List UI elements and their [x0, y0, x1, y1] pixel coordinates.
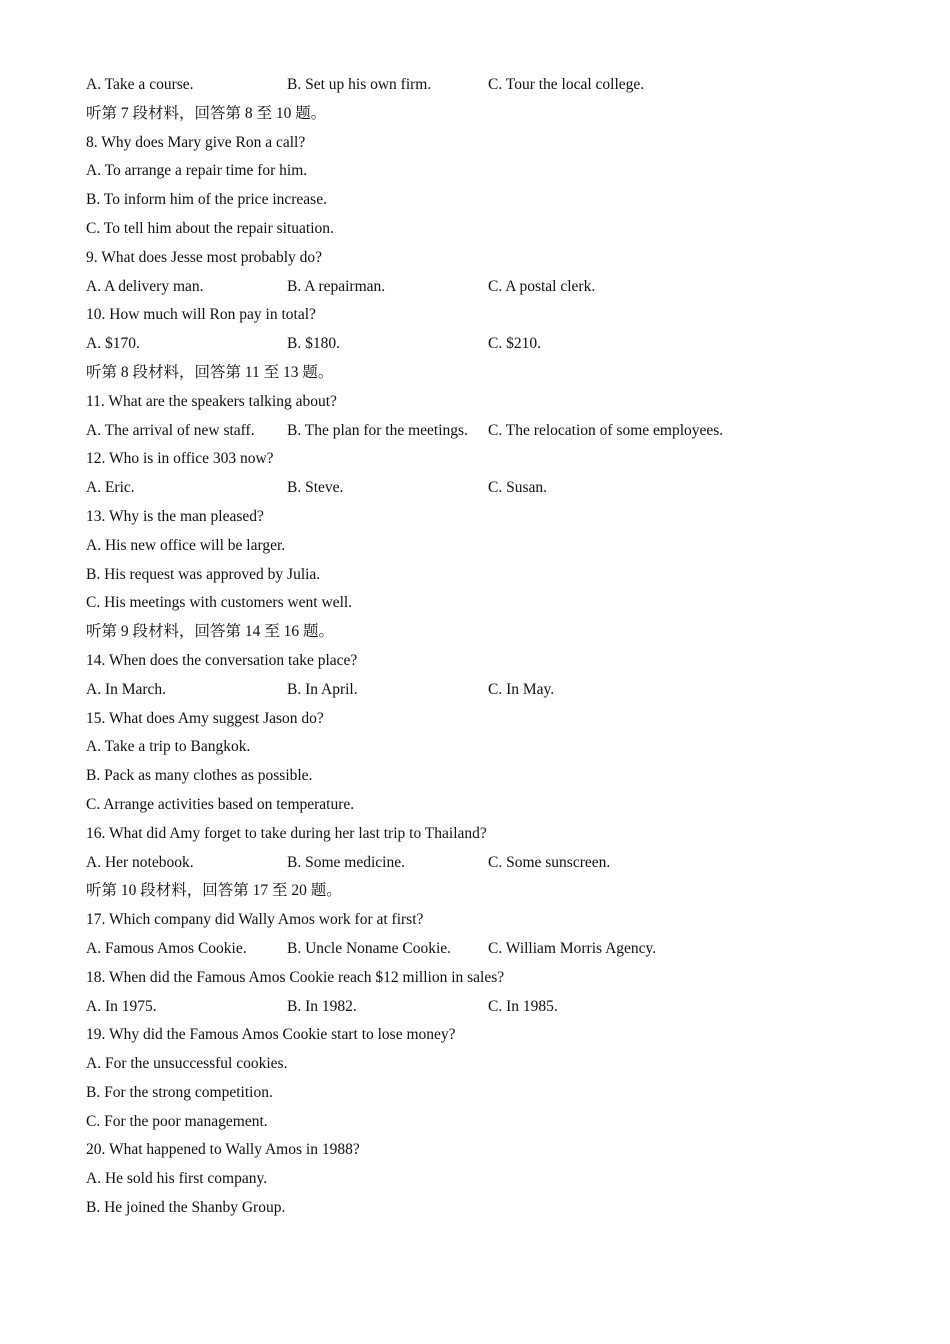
option-a: A. Her notebook.: [86, 853, 194, 871]
option-row: [86, 676, 906, 705]
option-b: B. In 1982.: [287, 997, 357, 1015]
option-a: A. The arrival of new staff.: [86, 421, 255, 439]
question-text: 16. What did Amy forget to take during her last trip to Thailand?: [86, 824, 487, 842]
section-heading: 听第 8 段材料，回答第 11 至 13 题。: [86, 363, 334, 381]
option-text: B. His request was approved by Julia.: [86, 565, 321, 583]
question-text: 8. Why does Mary give Ron a call?: [86, 133, 306, 151]
option-a: A. Eric.: [86, 479, 135, 497]
option-c: C. $210.: [488, 335, 541, 353]
option-row: [86, 935, 906, 964]
option-text: A. To arrange a repair time for him.: [86, 162, 308, 180]
option-c: C. The relocation of some employees.: [488, 421, 724, 439]
question-text: 10. How much will Ron pay in total?: [86, 306, 316, 324]
option-a: A. Take a course.: [86, 76, 194, 93]
question-text: 15. What does Amy suggest Jason do?: [86, 709, 324, 727]
option-b: B. Steve.: [287, 479, 344, 497]
option-text: A. For the unsuccessful cookies.: [86, 1055, 288, 1073]
option-text: C. To tell him about the repair situation.: [86, 219, 334, 237]
option-text: A. Take a trip to Bangkok.: [86, 738, 251, 756]
option-b: B. $180.: [287, 335, 340, 353]
question-text: 19. Why did the Famous Amos Cookie start to lose money?: [86, 1026, 456, 1044]
option-text: B. Pack as many clothes as possible.: [86, 767, 313, 785]
option-b: B. Uncle Noname Cookie.: [287, 939, 452, 957]
exam-page: [86, 71, 906, 1223]
option-c: C. William Morris Agency.: [488, 939, 657, 957]
option-b: B. Some medicine.: [287, 853, 405, 871]
option-text: C. His meetings with customers went well.: [86, 594, 353, 612]
question-text: 17. Which company did Wally Amos work for at first?: [86, 911, 424, 929]
section-heading: 听第 10 段材料，回答第 17 至 20 题。: [86, 882, 342, 900]
option-c: C. Tour the local college.: [488, 76, 645, 93]
option-text: B. For the strong competition.: [86, 1083, 273, 1101]
question-text: 9. What does Jesse most probably do?: [86, 248, 323, 266]
option-row: [86, 71, 906, 100]
option-row: [86, 474, 906, 503]
option-b: B. Set up his own firm.: [287, 76, 432, 93]
option-row: [86, 849, 906, 878]
option-text: C. Arrange activities based on temperature.: [86, 795, 355, 813]
question-text: 18. When did the Famous Amos Cookie reach $12 million in sales?: [86, 968, 505, 986]
option-text: A. He sold his first company.: [86, 1170, 268, 1188]
option-a: A. In 1975.: [86, 997, 157, 1015]
question-text: 14. When does the conversation take place?: [86, 651, 358, 669]
question-text: 11. What are the speakers talking about?: [86, 392, 337, 410]
option-text: C. For the poor management.: [86, 1112, 268, 1130]
option-row: [86, 417, 906, 446]
option-a: A. A delivery man.: [86, 277, 204, 295]
option-c: C. Some sunscreen.: [488, 853, 611, 871]
option-text: B. He joined the Shanby Group.: [86, 1199, 286, 1217]
question-text: 20. What happened to Wally Amos in 1988?: [86, 1141, 360, 1159]
section-heading: 听第 9 段材料，回答第 14 至 16 题。: [86, 623, 335, 641]
section-heading: 听第 7 段材料，回答第 8 至 10 题。: [86, 104, 327, 122]
option-row: [86, 993, 906, 1022]
option-c: C. In May.: [488, 680, 555, 698]
question-text: 12. Who is in office 303 now?: [86, 450, 274, 468]
option-b: B. The plan for the meetings.: [287, 421, 468, 439]
option-text: B. To inform him of the price increase.: [86, 191, 327, 209]
option-a: A. Famous Amos Cookie.: [86, 939, 247, 957]
option-row: [86, 330, 906, 359]
option-b: B. A repairman.: [287, 277, 386, 295]
option-c: C. In 1985.: [488, 997, 558, 1015]
option-a: A. In March.: [86, 680, 167, 698]
option-b: B. In April.: [287, 680, 358, 698]
option-text: A. His new office will be larger.: [86, 536, 286, 554]
question-text: 13. Why is the man pleased?: [86, 507, 264, 525]
option-c: C. Susan.: [488, 479, 547, 497]
option-a: A. $170.: [86, 335, 140, 353]
option-row: [86, 273, 906, 302]
option-c: C. A postal clerk.: [488, 277, 596, 295]
